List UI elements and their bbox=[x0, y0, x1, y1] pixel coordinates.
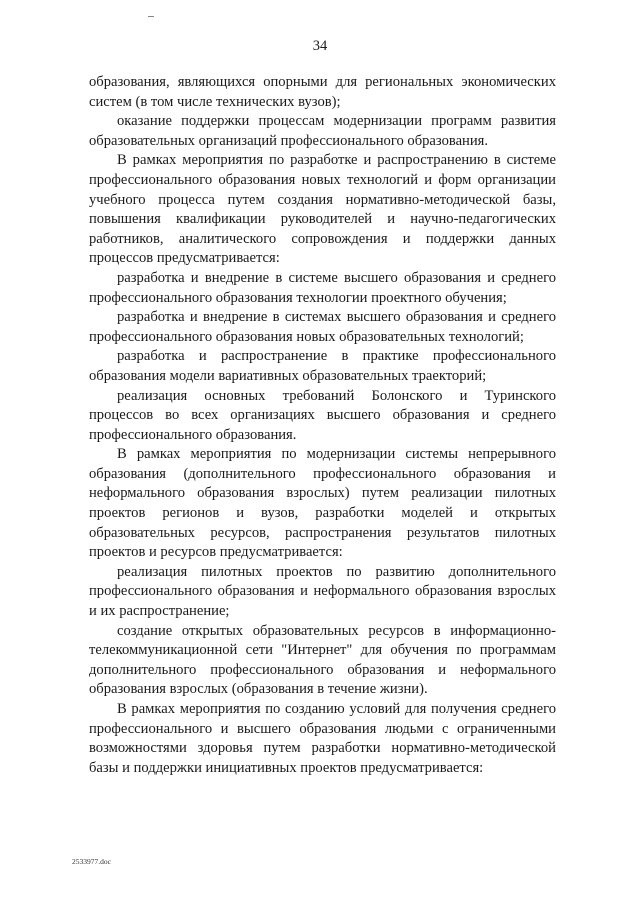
page-number: 34 bbox=[312, 38, 328, 54]
paragraph-4: разработка и внедрение в системе высшего образования и среднего профессионального образования технологии проектного обучения; bbox=[89, 269, 556, 306]
paragraph-2: оказание поддержки процессам модернизации программ развития образовательных организаций профессионального образования. bbox=[89, 113, 556, 149]
paragraph-11: В рамках мероприятия по созданию условий для получения среднего профессионального и высшего образования людьми с ограниченными возможностями здоровья путем разработки нормативно-методической базы и поддержки инициативных проектов предусматривается: bbox=[89, 701, 556, 776]
paragraph-10: создание открытых образовательных ресурсов в информационно-телекоммуникационной сети "Интернет" для обучения по программам дополнительного профессионального образования и неформального образования взрослых (образования в течение жизни). bbox=[89, 622, 556, 698]
paragraph-6: разработка и распространение в практике профессионального образования модели вариативных образовательных траекторий; bbox=[89, 348, 556, 384]
paragraph-7: реализация основных требований Болонского и Туринского процессов во всех организациях высшего образования и среднего профессионального образования. bbox=[89, 387, 556, 443]
paragraph-5: разработка и внедрение в системах высшего образования и среднего профессионального образования новых образовательных технологий; bbox=[89, 309, 556, 345]
paragraph-3: В рамках мероприятия по разработке и распространению в системе профессионального образования новых технологий и форм организации учебного процесса путем создания нормативно-методической базы, повышения квалификации руководителей и научно-педагогических работников, аналитического сопровождения и поддержки данных процессов предусматривается: bbox=[89, 152, 556, 267]
file-name-footer: 2533977.doc bbox=[72, 857, 111, 866]
paragraph-8: В рамках мероприятия по модернизации системы непрерывного образования (дополнительного профессионального образования и неформального образования взрослых) путем реализации пилотных проектов регионов и вузов, разработки моделей и открытых образовательных ресурсов, распространения результатов пилотных проектов и ресурсов предусматривается: bbox=[89, 446, 556, 561]
scan-mark bbox=[148, 16, 154, 17]
paragraph-1: образования, являющихся опорными для региональных экономических систем (в том числе технических вузов); bbox=[89, 74, 556, 110]
paragraph-9: реализация пилотных проектов по развитию дополнительного профессионального образования и неформального образования взрослых и их распространение; bbox=[89, 563, 556, 620]
document-body bbox=[89, 73, 556, 778]
